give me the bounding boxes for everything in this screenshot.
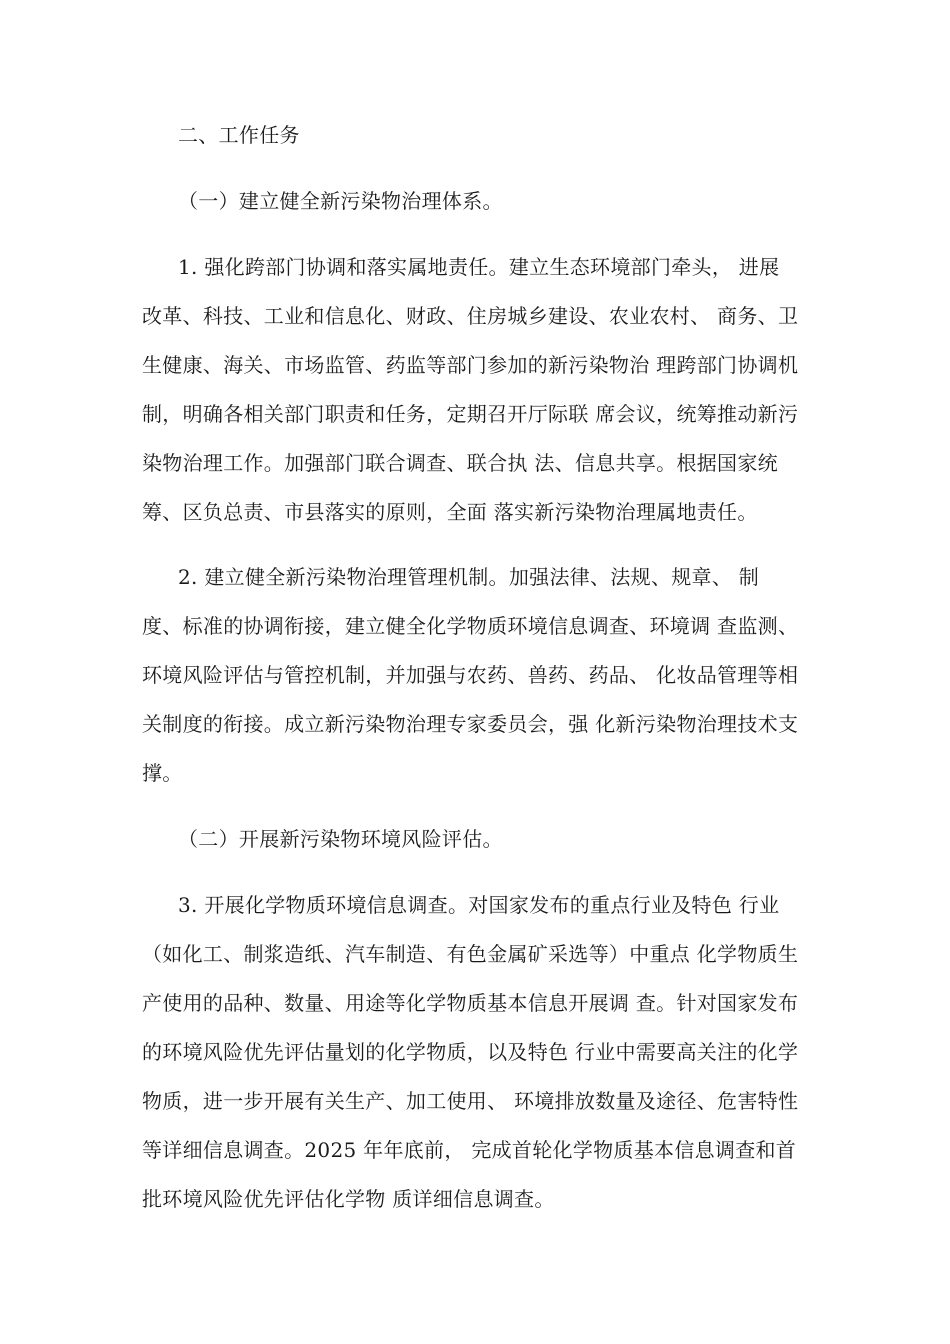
paragraph-line: 物质，进一步开展有关生产、加工使用、 环境排放数量及途径、危害特性 [142,1089,799,1113]
subsection-heading-1: （一）建立健全新污染物治理体系。 [178,189,503,213]
paragraph-line: 1. 强化跨部门协调和落实属地责任。建立生态环境部门牵头， 进展 [178,255,780,279]
section-heading: 二、工作任务 [178,123,300,147]
paragraph-line: 撑。 [142,761,183,785]
paragraph-line: （如化工、制浆造纸、汽车制造、有色金属矿采选等）中重点 化学物质生 [142,942,799,966]
paragraph-line: 关制度的衔接。成立新污染物治理专家委员会，强 化新污染物治理技术支 [142,712,799,736]
paragraph-line: 生健康、海关、市场监管、药监等部门参加的新污染物治 理跨部门协调机 [142,353,799,377]
paragraph-line: 筹、区负总责、市县落实的原则，全面 落实新污染物治理属地责任。 [142,500,758,524]
paragraph-line: 产使用的品种、数量、用途等化学物质基本信息开展调 查。针对国家发布 [142,991,799,1015]
paragraph-line: 批环境风险优先评估化学物 质详细信息调查。 [142,1187,555,1211]
paragraph-line: 染物治理工作。加强部门联合调查、联合执 法、信息共享。根据国家统 [142,451,778,475]
paragraph-line: 制，明确各相关部门职责和任务，定期召开厅际联 席会议，统筹推动新污 [142,402,799,426]
paragraph-line: 改革、科技、工业和信息化、财政、住房城乡建设、农业农村、 商务、卫 [142,304,799,328]
paragraph-line: 2. 建立健全新污染物治理管理机制。加强法律、法规、规章、 制 [178,565,760,589]
paragraph-line: 等详细信息调查。2025 年年底前， 完成首轮化学物质基本信息调查和首 [142,1138,797,1162]
subsection-heading-2: （二）开展新污染物环境风险评估。 [178,827,503,851]
paragraph-line: 环境风险评估与管控机制，并加强与农药、兽药、药品、 化妆品管理等相 [142,663,799,687]
paragraph-line: 的环境风险优先评估量划的化学物质，以及特色 行业中需要高关注的化学 [142,1040,799,1064]
paragraph-line: 度、标准的协调衔接，建立健全化学物质环境信息调查、环境调 查监测、 [142,614,799,638]
paragraph-line: 3. 开展化学物质环境信息调查。对国家发布的重点行业及特色 行业 [178,893,780,917]
